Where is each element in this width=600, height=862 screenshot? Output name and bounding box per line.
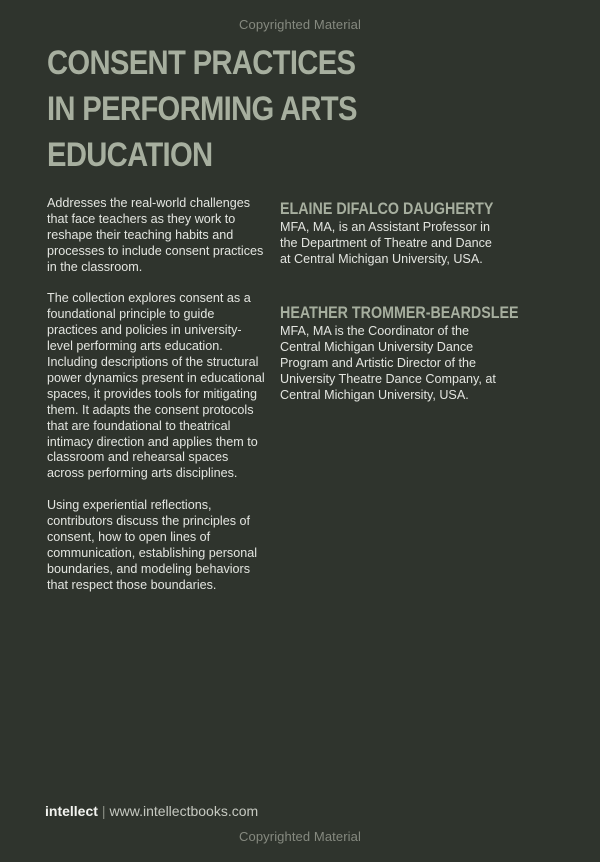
author-bio-1 [280, 199, 505, 268]
author-description: MFA, MA, is an Assistant Professor in the Department of Theatre and Dance at Central Michigan University, USA. [280, 220, 492, 266]
watermark-top: Copyrighted Material [239, 17, 361, 32]
footer-separator: | [101, 803, 106, 819]
title-line-3: EDUCATION [47, 136, 213, 174]
author-name: HEATHER TROMMER-BEARDSLEE [280, 303, 519, 322]
publisher-footer [45, 803, 258, 819]
book-title [47, 40, 357, 178]
watermark-bottom: Copyrighted Material [239, 829, 361, 844]
author-name: ELAINE DIFALCO DAUGHERTY [280, 199, 494, 218]
author-description: MFA, MA is the Coordinator of the Central Michigan University Dance Program and Artistic Director of the University Theatre Dance Company, at Central Michigan University, USA. [280, 324, 496, 402]
title-line-2: IN PERFORMING ARTS [47, 90, 357, 128]
book-description [47, 196, 267, 610]
title-line-1: CONSENT PRACTICES [47, 44, 356, 82]
author-bio-2 [280, 303, 519, 404]
publisher-url: www.intellectbooks.com [109, 803, 259, 819]
description-paragraph-2: The collection explores consent as a foundational principle to guide practices and policies in university-level performing arts education. Including descriptions of the structural power dynamics present in educational spaces, it provides tools for mitigating them. It adapts the consent protocols that are foundational to theatrical intimacy direction and applies them to classroom and rehearsal spaces across performing arts disciplines. [47, 291, 265, 481]
description-paragraph-3: Using experiential reflections, contributors discuss the principles of consent, how to open lines of communication, establishing personal boundaries, and modeling behaviors that respect those boundaries. [47, 498, 258, 592]
publisher-logo: intellect [45, 803, 98, 819]
description-paragraph-1: Addresses the real-world challenges that face teachers as they work to reshape their teaching habits and processes to include consent practices in the classroom. [47, 196, 264, 274]
